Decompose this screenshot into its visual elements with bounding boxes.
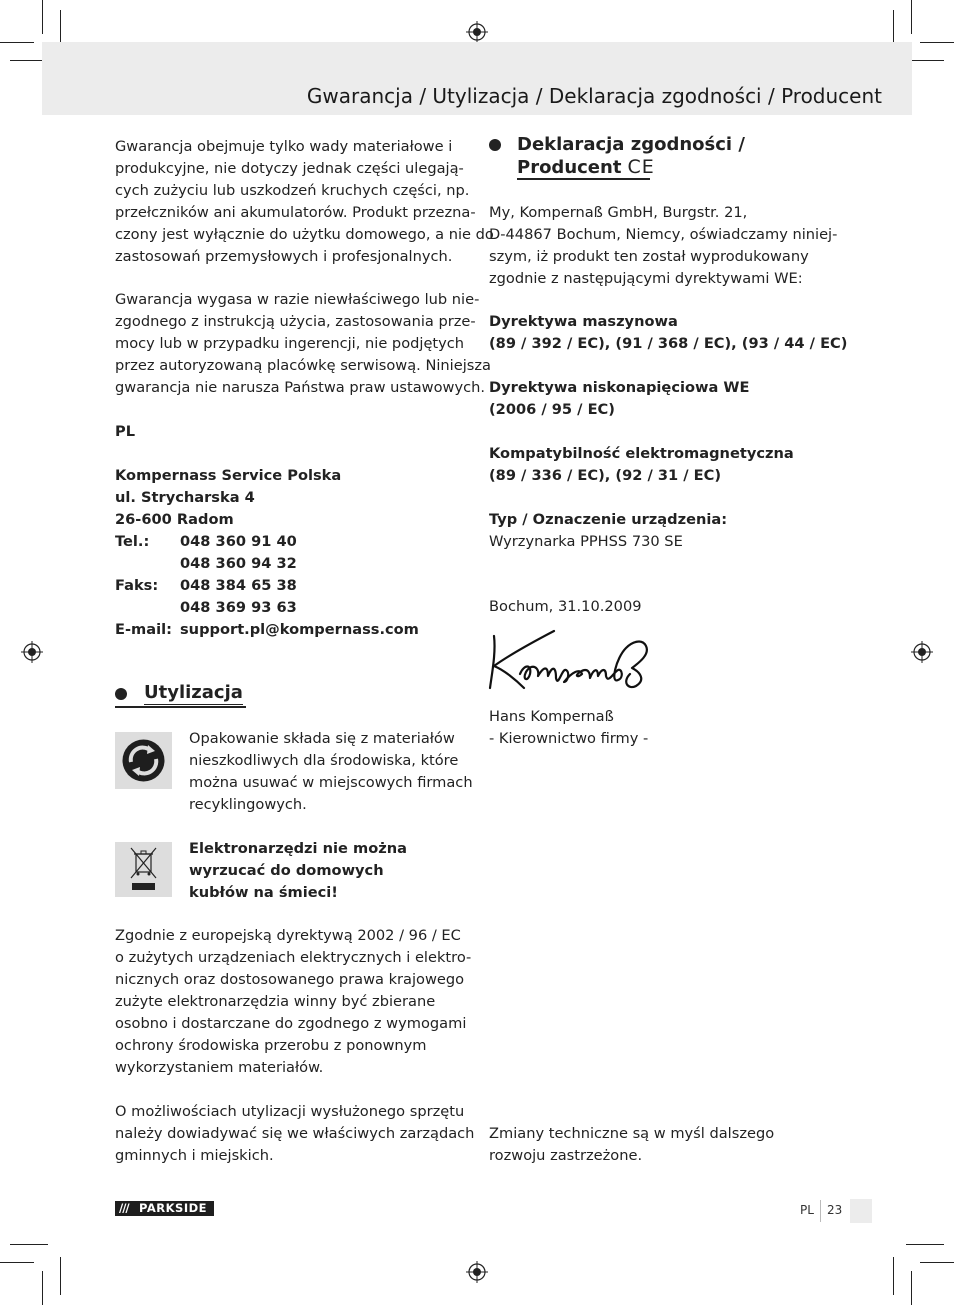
text-line: przez autoryzowaną placówkę serwisową. Niniejsza: [115, 357, 491, 374]
heading-underline: [517, 178, 650, 180]
declaration-heading-line2: [517, 156, 745, 179]
fax-label: Faks:: [115, 577, 159, 594]
text-line: kubłów na śmieci!: [189, 884, 338, 901]
text-line: (2006 / 95 / EC): [489, 401, 615, 418]
empty-cell: [115, 597, 180, 619]
text-line: Zgodnie z europejską dyrektywą 2002 / 96 / EC: [115, 927, 461, 944]
spacer: [115, 443, 419, 465]
text-line: Elektronarzędzi nie można: [189, 840, 407, 857]
text-line: Dyrektywa maszynowa: [489, 313, 678, 330]
bullet-icon: [489, 139, 501, 151]
text-line: wykorzystaniem materiałów.: [115, 1059, 324, 1076]
registration-mark-icon: [21, 641, 43, 663]
contact-table: [115, 531, 419, 641]
recycle-icon: [115, 732, 172, 789]
service-city: 26-600 Radom: [115, 511, 234, 528]
text-line: My, Kompernaß GmbH, Burgstr. 21,: [489, 204, 748, 221]
text-line: cych zużyciu lub uszkodzeń kruchych części, np.: [115, 182, 470, 199]
text-line: zgodnie z następującymi dyrektywami WE:: [489, 270, 803, 287]
text-line: Zmiany techniczne są w myśl dalszego: [489, 1125, 775, 1142]
text-line: przełczników ani akumulatorów. Produkt przezna-: [115, 204, 476, 221]
tel-label: Tel.:: [115, 533, 150, 550]
text-line: Gwarancja obejmuje tylko wady materiałowe i: [115, 138, 453, 155]
crop-mark: [911, 1271, 912, 1305]
service-address: [115, 421, 419, 641]
registration-mark-icon: [466, 21, 488, 43]
fax-number: 048 369 93 63: [180, 599, 297, 616]
directive-low-voltage: [489, 377, 750, 421]
crop-mark: [42, 0, 43, 34]
ce-mark-icon: CE: [627, 156, 655, 178]
warranty-paragraph-2: [115, 289, 491, 399]
disposal-heading: [144, 681, 243, 704]
text-line: gminnych i miejskich.: [115, 1147, 274, 1164]
disposal-heading-text: Utylizacja: [144, 682, 243, 703]
warranty-paragraph-1: [115, 136, 494, 268]
tel-number: 048 360 94 32: [180, 555, 297, 572]
country-code: PL: [115, 423, 135, 440]
service-street: ul. Strycharska 4: [115, 489, 255, 506]
text-line: Gwarancja wygasa w razie niewłaściwego lub nie-: [115, 291, 480, 308]
text-line: osobno i dostarczane do zgodnego z wymogami: [115, 1015, 467, 1032]
crop-mark: [42, 1271, 43, 1305]
footer-tab: [850, 1199, 872, 1223]
service-company: Kompernass Service Polska: [115, 467, 342, 484]
recycle-icon-box: [115, 732, 172, 789]
text-line: (89 / 336 / EC), (92 / 31 / EC): [489, 467, 722, 484]
declaration-heading-line1: Deklaracja zgodności /: [517, 134, 745, 155]
text-line: rozwoju zastrzeżone.: [489, 1147, 643, 1164]
crop-mark: [0, 42, 34, 43]
bullet-icon: [115, 688, 127, 700]
text-line: produkcyjne, nie dotyczy jednak części ulegają-: [115, 160, 464, 177]
page-title: Gwarancja / Utylizacja / Deklaracja zgodności / Producent: [306, 84, 882, 108]
text-line: zużyte elektronarzędzia winny być zbierane: [115, 993, 436, 1010]
tel-number: 048 360 91 40: [180, 533, 297, 550]
text-line: należy dowiadywać się we właściwych zarządach: [115, 1125, 475, 1142]
footer-divider: [820, 1200, 821, 1222]
text-line: wyrzucać do domowych: [189, 862, 384, 879]
crop-mark: [920, 42, 954, 43]
email-label: E-mail:: [115, 621, 172, 638]
signer-role: - Kierownictwo firmy -: [489, 730, 649, 747]
producer-heading-text: Producent: [517, 157, 622, 178]
crop-mark: [60, 1257, 61, 1295]
text-line: nicznych oraz dostosowanego prawa krajowego: [115, 971, 465, 988]
crop-mark: [0, 1262, 34, 1263]
device-type-value: Wyrzynarka PPHSS 730 SE: [489, 533, 683, 550]
place-date: [489, 596, 642, 618]
text-line: czony jest wyłącznie do użytku domowego, a nie do: [115, 226, 494, 243]
text-line: Kompatybilność elektromagnetyczna: [489, 445, 794, 462]
text-line: gwarancja nie narusza Państwa praw ustawowych.: [115, 379, 486, 396]
directive-machinery: [489, 311, 847, 355]
registration-mark-icon: [911, 641, 933, 663]
text-line: mocy lub w przypadku ingerencji, nie podjętych: [115, 335, 465, 352]
text-line: Opakowanie składa się z materiałów: [189, 730, 455, 747]
place-date-text: Bochum, 31.10.2009: [489, 598, 642, 615]
logo-slashes: ///: [119, 1201, 129, 1215]
crop-mark: [10, 1244, 48, 1245]
weee-icon-box: [115, 842, 172, 897]
text-line: (89 / 392 / EC), (91 / 368 / EC), (93 / 44 / EC): [489, 335, 848, 352]
directive-emc: [489, 443, 794, 487]
text-line: szym, iż produkt ten został wyprodukowany: [489, 248, 809, 265]
email-address: support.pl@kompernass.com: [180, 621, 419, 638]
text-line: Dyrektywa niskonapięciowa WE: [489, 379, 750, 396]
text-line: o zużytych urządzeniach elektrycznych i elektro-: [115, 949, 472, 966]
crop-mark: [906, 1244, 944, 1245]
registration-mark-icon: [466, 1261, 488, 1283]
recycle-text: [189, 728, 473, 816]
text-line: nieszkodliwych dla środowiska, które: [189, 752, 459, 769]
crossed-bin-icon: [115, 842, 172, 897]
page-number: 23: [827, 1203, 843, 1217]
text-line: można usuwać w miejscowych firmach: [189, 774, 473, 791]
text-line: D-44867 Bochum, Niemcy, oświadczamy niniej-: [489, 226, 838, 243]
text-line: zgodnego z instrukcją użycia, zastosowania prze-: [115, 313, 476, 330]
device-type: [489, 509, 727, 553]
empty-cell: [115, 553, 180, 575]
heading-underline: [115, 706, 246, 708]
declaration-intro: [489, 202, 837, 290]
text-line: O możliwościach utylizacji wysłużonego sprzętu: [115, 1103, 465, 1120]
crop-mark: [911, 0, 912, 34]
crop-mark: [893, 1257, 894, 1295]
text-line: zastosowań przemysłowych i profesjonalnych.: [115, 248, 453, 265]
signer-name: Hans Kompernaß: [489, 708, 614, 725]
text-line: recyklingowych.: [189, 796, 307, 813]
device-type-label: Typ / Oznaczenie urządzenia:: [489, 511, 728, 528]
footer-language: PL: [800, 1203, 814, 1217]
disposal-paragraph-1: [115, 925, 471, 1079]
signer-info: [489, 706, 648, 750]
fax-number: 048 384 65 38: [180, 577, 297, 594]
declaration-heading: [517, 133, 745, 179]
signature-image: [486, 628, 661, 692]
parkside-logo: [115, 1201, 214, 1216]
disposal-paragraph-2: [115, 1101, 474, 1167]
crop-mark: [920, 1262, 954, 1263]
weee-warning: [189, 838, 407, 904]
technical-changes-note: [489, 1123, 774, 1167]
logo-brand-text: PARKSIDE: [139, 1201, 208, 1215]
text-line: ochrony środowiska przerobu z ponownym: [115, 1037, 427, 1054]
